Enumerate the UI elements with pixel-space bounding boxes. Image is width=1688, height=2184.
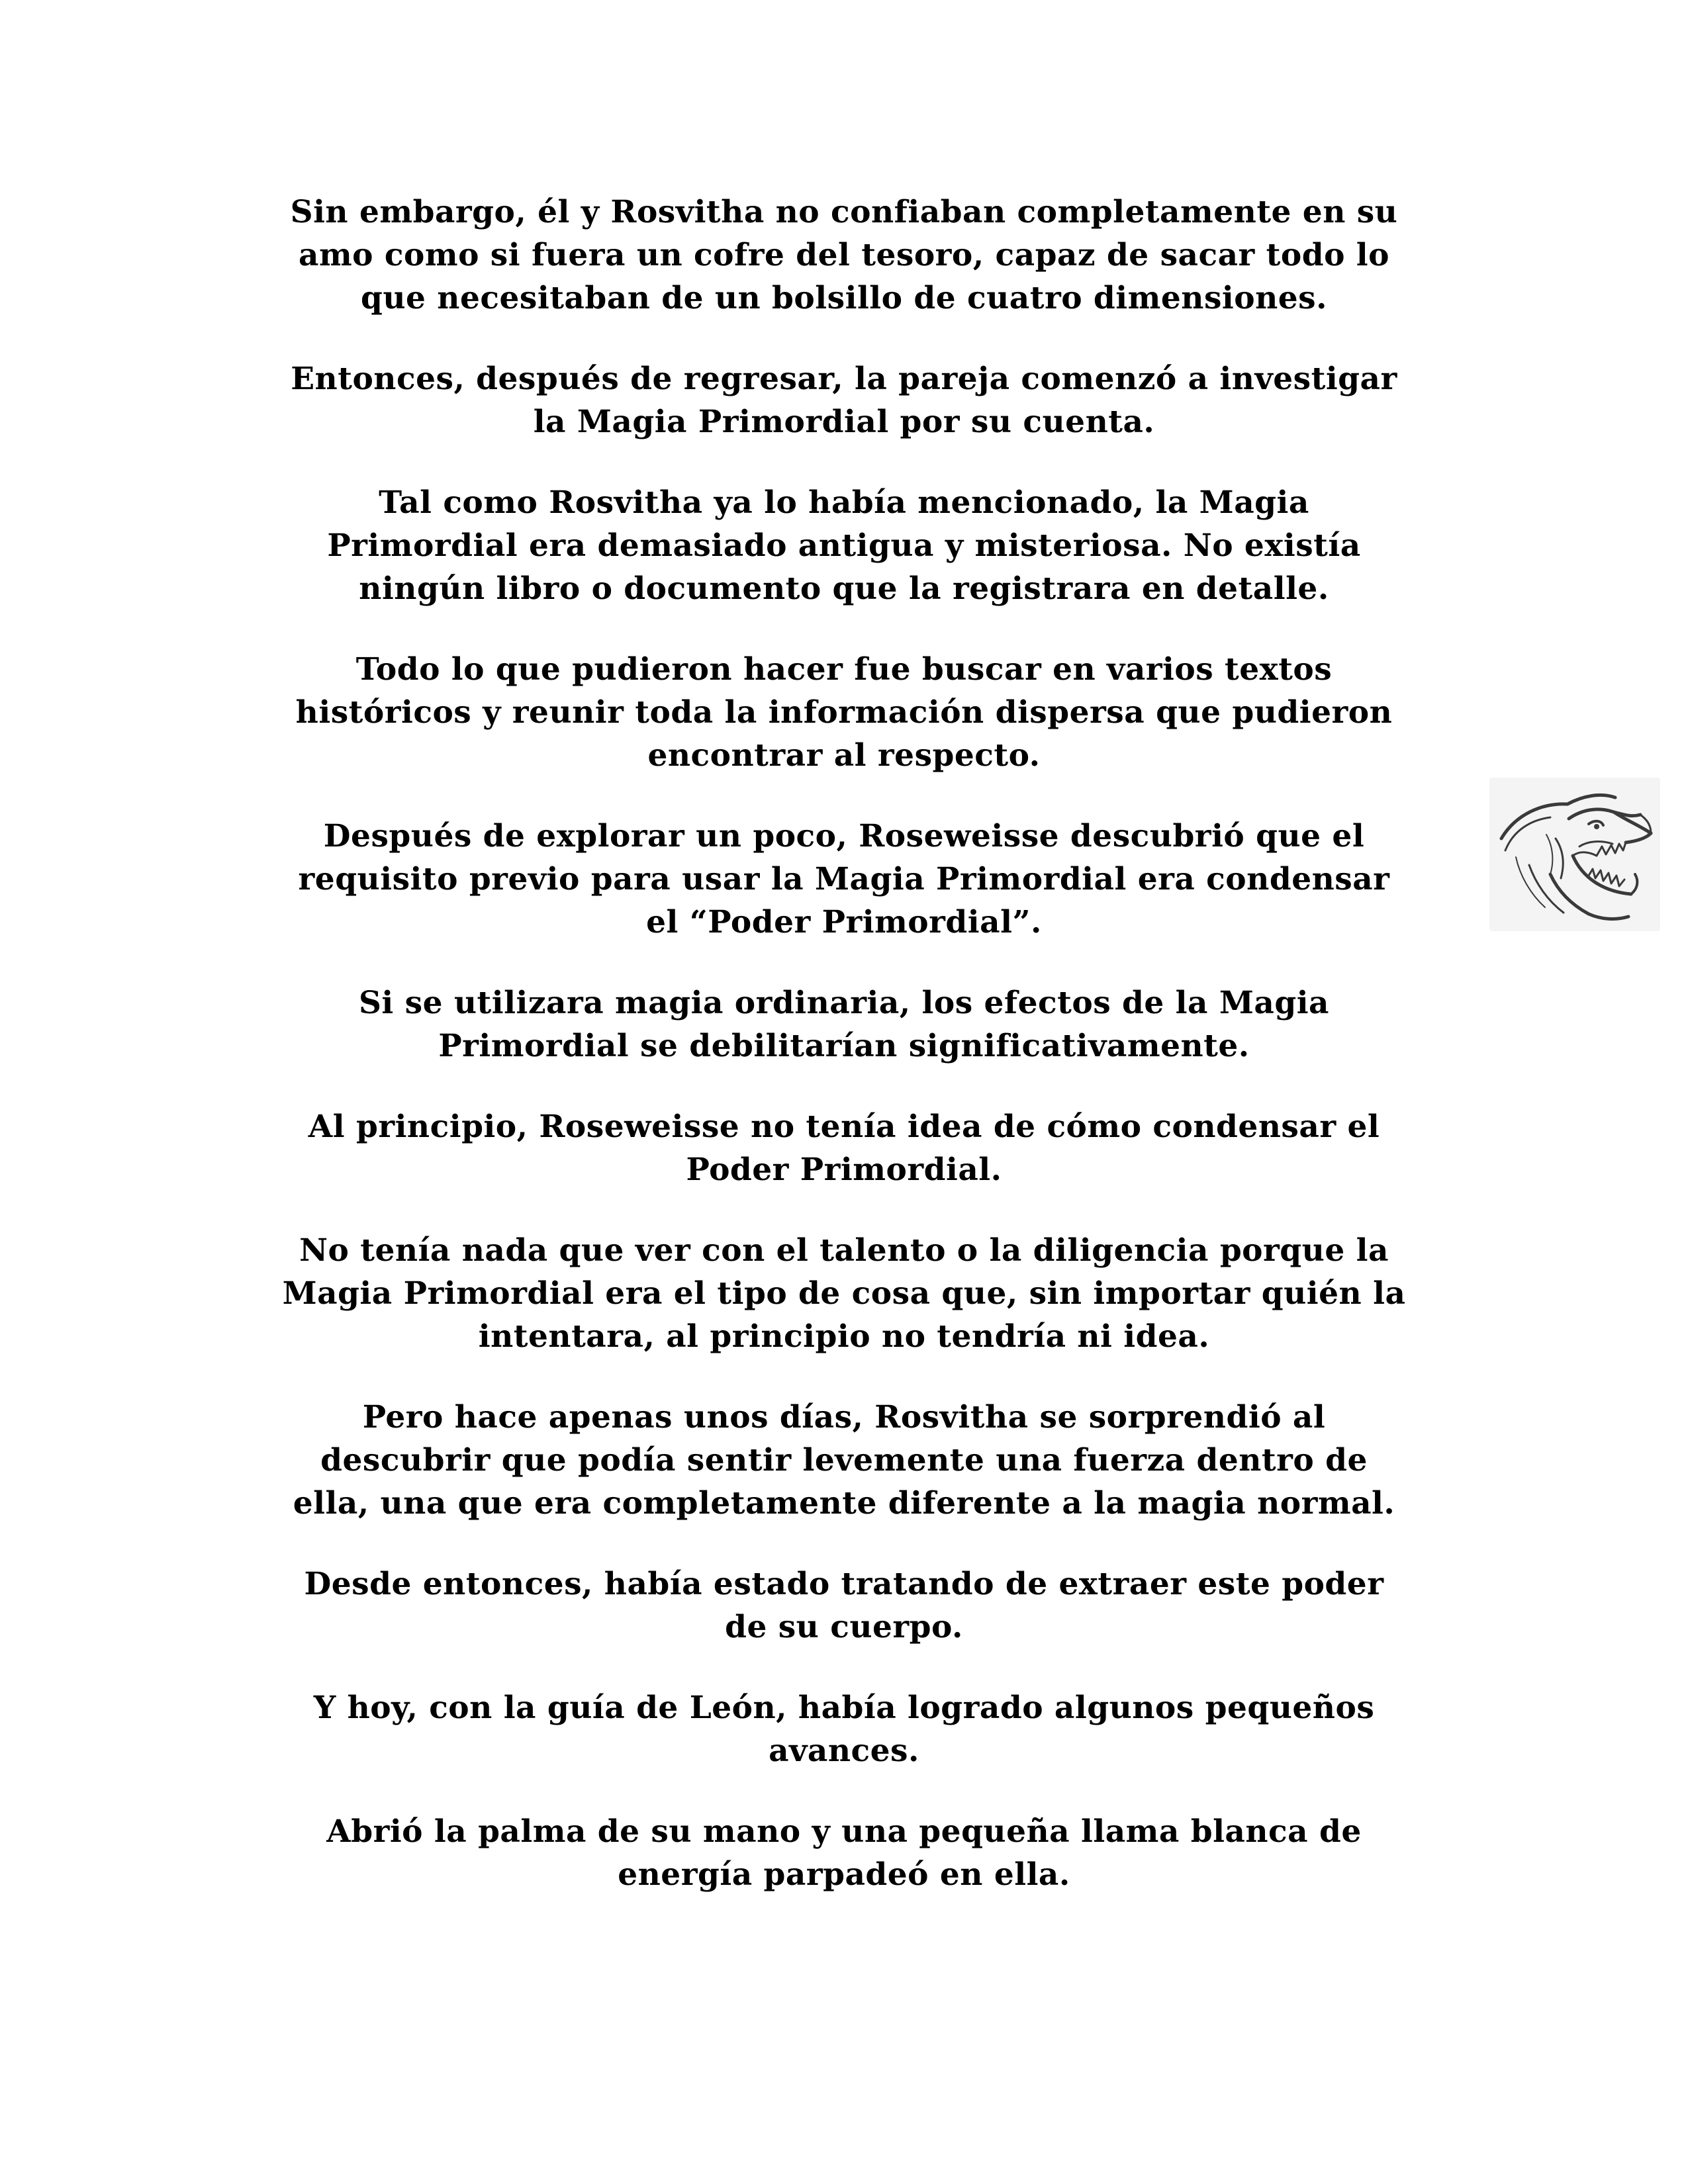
paragraph-2: Entonces, después de regresar, la pareja comenzó a investigar la Magia Primordial por su cuenta.: [291, 361, 1397, 440]
paragraph-12: Abrió la palma de su mano y una pequeña llama blanca de energía parpadeó en ella.: [326, 1813, 1362, 1893]
paragraph-4: Todo lo que pudieron hacer fue buscar en varios textos históricos y reunir toda la información dispersa que pudieron encontrar al respecto.: [295, 651, 1393, 774]
dinosaur-head-sketch-icon: [1489, 778, 1660, 931]
paragraph-11: Y hoy, con la guía de León, había logrado algunos pequeños avances.: [313, 1690, 1375, 1769]
paragraph-3: Tal como Rosvitha ya lo había mencionado, la Magia Primordial era demasiado antigua y misteriosa. No existía ningún libro o documento que la registrara en detalle.: [327, 484, 1361, 607]
paragraph-9: Pero hace apenas unos días, Rosvitha se sorprendió al descubrir que podía sentir levemente una fuerza dentro de ella, una que era completamente diferente a la magia normal.: [293, 1399, 1395, 1522]
story-text-block: [225, 191, 1463, 1934]
paragraph-10: Desde entonces, había estado tratando de extraer este poder de su cuerpo.: [304, 1566, 1384, 1645]
paragraph-6: Si se utilizara magia ordinaria, los efectos de la Magia Primordial se debilitarían significativamente.: [358, 985, 1330, 1064]
paragraph-7: Al principio, Roseweisse no tenía idea de cómo condensar el Poder Primordial.: [308, 1109, 1380, 1188]
paragraph-8: No tenía nada que ver con el talento o la diligencia porque la Magia Primordial era el tipo de cosa que, sin importar quién la intentara, al principio no tendría ni idea.: [282, 1232, 1406, 1355]
paragraph-1: Sin embargo, él y Rosvitha no confiaban completamente en su amo como si fuera un cofre del tesoro, capaz de sacar todo lo que necesitaban de un bolsillo de cuatro dimensiones.: [290, 194, 1398, 316]
paragraph-5: Después de explorar un poco, Roseweisse descubrió que el requisito previo para usar la Magia Primordial era condensar el “Poder Primordial”.: [298, 818, 1390, 940]
